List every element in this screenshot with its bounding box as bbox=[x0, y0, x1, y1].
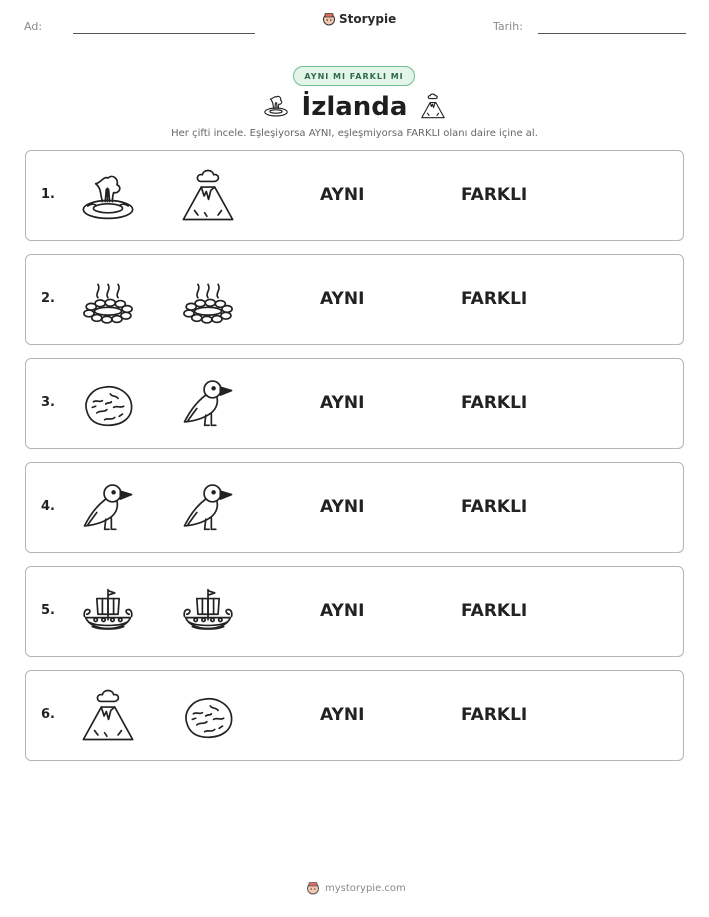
question-number: 2. bbox=[41, 291, 55, 306]
footer-url: mystorypie.com bbox=[325, 882, 406, 894]
brand-name: Storypie bbox=[339, 12, 397, 26]
left-picture bbox=[80, 585, 136, 639]
lava-rock-icon bbox=[80, 377, 136, 431]
geyser-icon bbox=[80, 169, 136, 223]
question-row bbox=[25, 254, 684, 345]
volcano-icon bbox=[80, 689, 136, 743]
date-label: Tarih: bbox=[493, 20, 523, 33]
right-picture bbox=[180, 585, 236, 639]
question-row bbox=[25, 462, 684, 553]
same-option[interactable]: AYNI bbox=[320, 601, 365, 621]
question-number: 6. bbox=[41, 707, 55, 722]
right-picture bbox=[180, 169, 236, 223]
question-number: 3. bbox=[41, 395, 55, 410]
left-picture bbox=[80, 689, 136, 743]
left-picture bbox=[80, 169, 136, 223]
different-option[interactable]: FARKLI bbox=[461, 705, 528, 725]
left-picture bbox=[80, 481, 136, 535]
question-number: 1. bbox=[41, 187, 55, 202]
different-option[interactable]: FARKLI bbox=[461, 601, 528, 621]
right-picture bbox=[180, 377, 236, 431]
puffin-icon bbox=[180, 481, 236, 535]
viking-ship-icon bbox=[80, 585, 136, 639]
different-option[interactable]: FARKLI bbox=[461, 393, 528, 413]
name-label: Ad: bbox=[24, 20, 43, 33]
activity-badge: AYNI MI FARKLI MI bbox=[293, 66, 415, 86]
lava-rock-icon bbox=[180, 689, 236, 743]
right-picture bbox=[180, 273, 236, 327]
question-row bbox=[25, 670, 684, 761]
brand-logo bbox=[322, 12, 396, 26]
same-option[interactable]: AYNI bbox=[320, 185, 365, 205]
different-option[interactable]: FARKLI bbox=[461, 289, 528, 309]
volcano-icon bbox=[419, 93, 447, 121]
storypie-mascot-icon bbox=[322, 12, 336, 26]
viking-ship-icon bbox=[180, 585, 236, 639]
question-row bbox=[25, 566, 684, 657]
name-line[interactable] bbox=[73, 33, 255, 34]
same-option[interactable]: AYNI bbox=[320, 393, 365, 413]
storypie-mascot-icon bbox=[306, 881, 320, 895]
different-option[interactable]: FARKLI bbox=[461, 497, 528, 517]
instructions: Her çifti incele. Eşleşiyorsa AYNI, eşleşmiyorsa FARKLI olanı daire içine al. bbox=[171, 128, 538, 139]
same-option[interactable]: AYNI bbox=[320, 497, 365, 517]
question-row bbox=[25, 358, 684, 449]
hot-spring-icon bbox=[80, 273, 136, 327]
page-title: İzlanda bbox=[301, 92, 408, 122]
hot-spring-icon bbox=[180, 273, 236, 327]
puffin-icon bbox=[80, 481, 136, 535]
left-picture bbox=[80, 273, 136, 327]
right-picture bbox=[180, 689, 236, 743]
question-number: 5. bbox=[41, 603, 55, 618]
different-option[interactable]: FARKLI bbox=[461, 185, 528, 205]
date-line[interactable] bbox=[538, 33, 686, 34]
footer bbox=[306, 881, 406, 895]
question-number: 4. bbox=[41, 499, 55, 514]
right-picture bbox=[180, 481, 236, 535]
same-option[interactable]: AYNI bbox=[320, 705, 365, 725]
same-option[interactable]: AYNI bbox=[320, 289, 365, 309]
left-picture bbox=[80, 377, 136, 431]
volcano-icon bbox=[180, 169, 236, 223]
puffin-icon bbox=[180, 377, 236, 431]
question-row bbox=[25, 150, 684, 241]
